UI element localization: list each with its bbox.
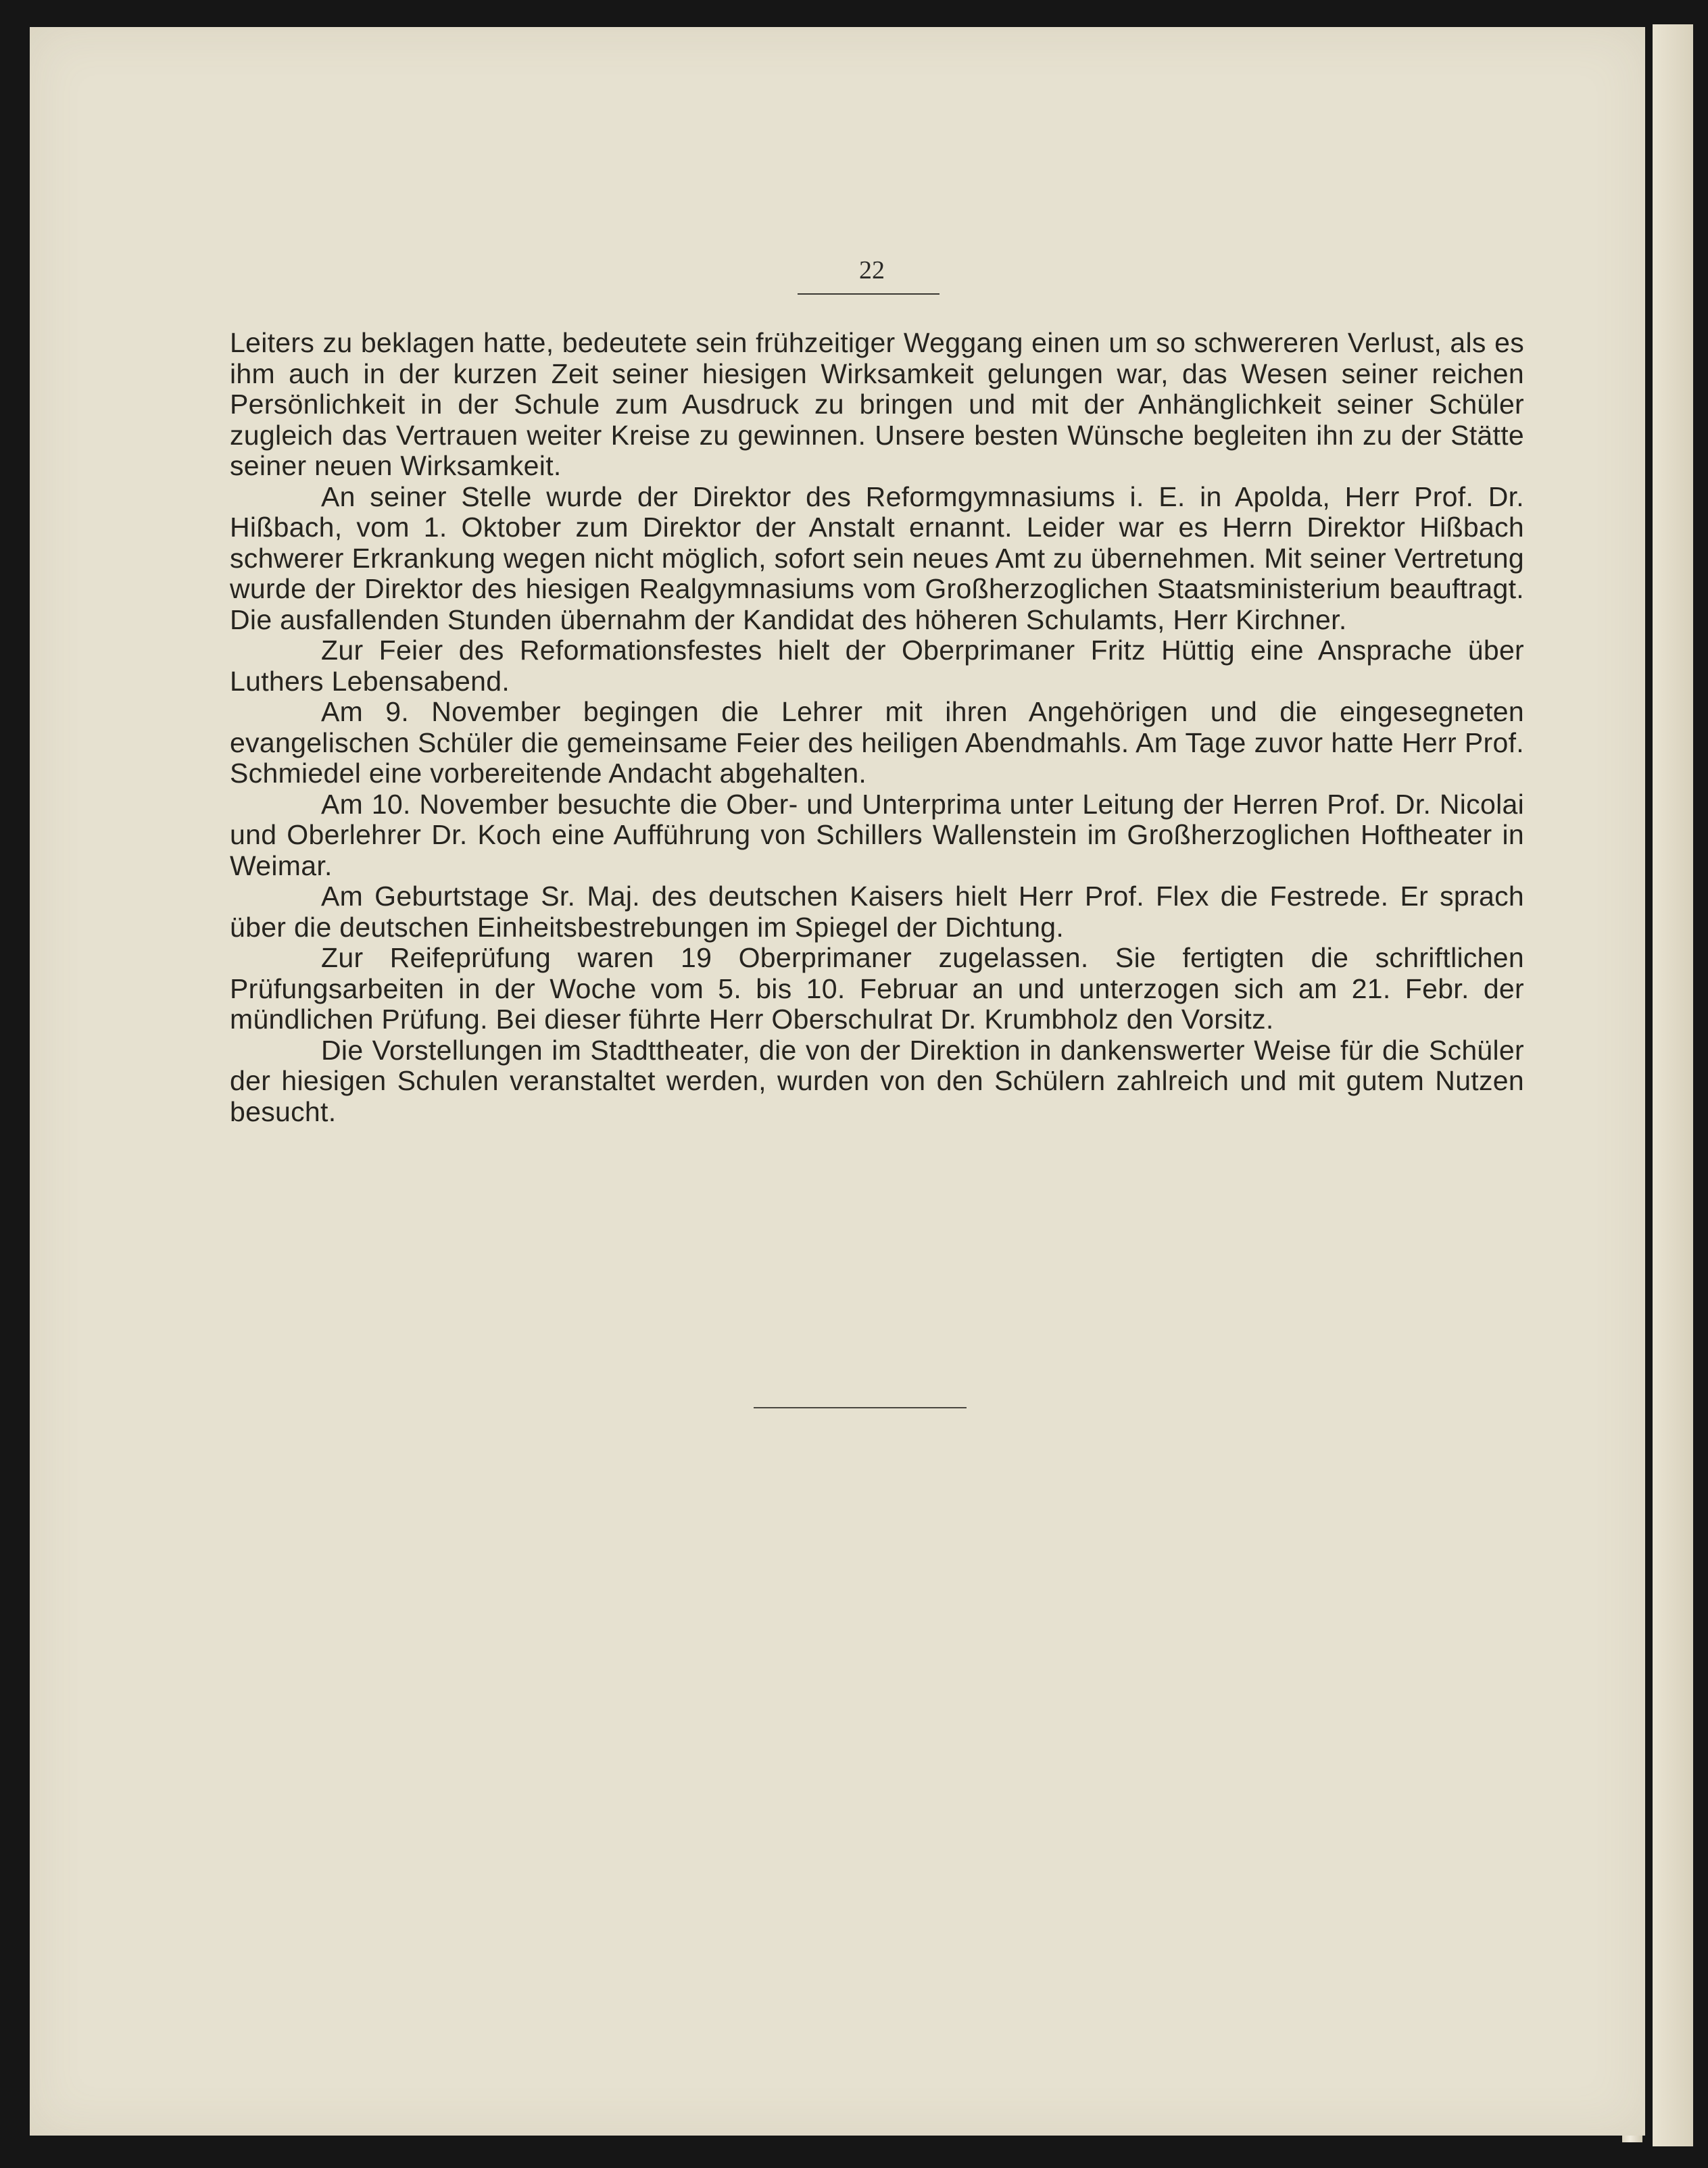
body-text xyxy=(230,328,1524,1127)
section-end-rule xyxy=(754,1407,967,1408)
adjacent-page-edge xyxy=(1653,24,1693,2146)
paragraph-reformation-festival: Zur Feier des Reformationsfestes hielt der Oberprimaner Fritz Hüttig eine Ansprache über Luthers Lebensabend. xyxy=(230,635,1524,697)
paragraph-continuation: Leiters zu beklagen hatte, bedeutete sein frühzeitiger Weggang einen um so schwereren Verlust, als es ihm auch in der kurzen Zeit seiner hiesigen Wirksamkeit gelungen war, das Wesen seiner reichen Persönlichkeit in der Schule zum Ausdruck zu bringen und mit der Anhänglichkeit seiner Schüler zugleich das Vertrauen weiter Kreise zu gewinnen. Unsere besten Wünsche begleiten ihn zu der Stätte seiner neuen Wirksamkeit. xyxy=(230,327,1524,481)
paragraph-communion: Am 9. November begingen die Lehrer mit ihren Angehörigen und die eingesegneten evangelischen Schüler die gemeinsame Feier des heiligen Abendmahls. Am Tage zuvor hatte Herr Prof. Schmiedel eine vorbereitende Andacht abgehalten. xyxy=(230,696,1524,789)
paragraph-stadttheater: Die Vorstellungen im Stadttheater, die von der Direktion in dankenswerter Weise für die Schüler der hiesigen Schulen veranstaltet werden, wurden von den Schülern zahlreich und mit gutem Nutzen besucht. xyxy=(230,1034,1524,1127)
paragraph-reifepruefung: Zur Reifeprüfung waren 19 Oberprimaner zugelassen. Sie fertigten die schriftlichen Prüfungsarbeiten in der Woche vom 5. bis 10. Februar an und unterzogen sich am 21. Febr. der mündlichen Prüfung. Bei dieser führte Herr Oberschulrat Dr. Krumbholz den Vorsitz. xyxy=(230,942,1524,1035)
paragraph-wallenstein: Am 10. November besuchte die Ober- und Unterprima unter Leitung der Herren Prof. Dr. Nicolai und Oberlehrer Dr. Koch eine Aufführung von Schillers Wallenstein im Großherzoglichen Hoftheater in Weimar. xyxy=(230,788,1524,881)
paragraph-director-appointment: An seiner Stelle wurde der Direktor des Reformgymnasiums i. E. in Apolda, Herr Prof. Dr. Hißbach, vom 1. Oktober zum Direktor der Anstalt ernannt. Leider war es Herrn Direktor Hißbach schwerer Erkrankung wegen nicht möglich, sofort sein neues Amt zu übernehmen. Mit seiner Vertretung wurde der Direktor des hiesigen Realgymnasiums vom Großherzoglichen Staatsministerium beauftragt. Die ausfallenden Stunden übernahm der Kandidat des höheren Schulamts, Herr Kirchner. xyxy=(230,481,1524,635)
page-number-rule xyxy=(798,293,940,295)
paragraph-kaisers-birthday: Am Geburtstage Sr. Maj. des deutschen Kaisers hielt Herr Prof. Flex die Festrede. Er sprach über die deutschen Einheitsbestrebungen im Spiegel der Dichtung. xyxy=(230,881,1524,943)
page-number: 22 xyxy=(859,256,885,285)
